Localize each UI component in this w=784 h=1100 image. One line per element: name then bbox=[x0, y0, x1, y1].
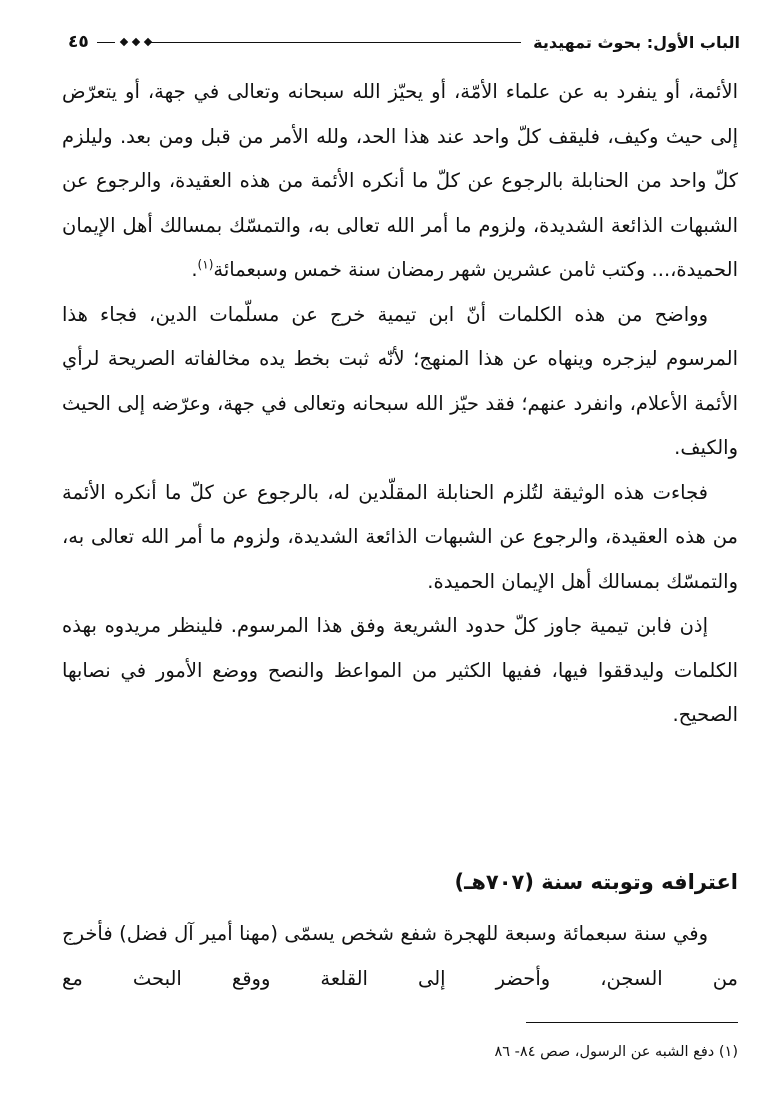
paragraph-text: الأئمة، أو ينفرد به عن علماء الأمّة، أو يحيّز الله سبحانه وتعالى في جهة، أو يتعرّض إلى حيث وكيف، فليقف كلّ واحد عند هذا الحد، ولله الأمر من قبل ومن بعد. وليلزم كلّ واحد من الحنابلة بالرجوع عن كلّ ما أنكره الأئمة من هذه العقيدة، والرجوع عن الشبهات الذائعة الشديدة، ولزوم ما أمر الله تعالى به، والتمسّك بمسالك أهل الإيمان الحميدة،... وكتب ثامن عشرين شهر رمضان سنة خمس وسبعمائة bbox=[62, 80, 738, 281]
footnote: (١) دفع الشبه عن الرسول، صص ٨٤- ٨٦ bbox=[494, 1044, 738, 1060]
running-header bbox=[68, 28, 740, 56]
section-text bbox=[62, 912, 738, 1001]
main-text bbox=[62, 70, 738, 738]
chapter-title: الباب الأول: بحوث تمهيدية bbox=[533, 32, 740, 52]
diamond-icon bbox=[144, 38, 152, 46]
header-dash bbox=[97, 42, 115, 43]
header-line bbox=[151, 42, 521, 43]
section-heading: اعترافه وتوبته سنة (٧٠٧هـ) bbox=[454, 870, 738, 894]
paragraph: وواضح من هذه الكلمات أنّ ابن تيمية خرج عن مسلّمات الدين، فجاء هذا المرسوم ليزجره وينهاه عن هذا المنهج؛ لأنّه ثبت بخط يده مخالفاته الصريحة لرأي الأئمة الأعلام، وانفرد عنهم؛ فقد حيّز الله سبحانه وتعالى في جهة، وعرّضه إلى الحيث والكيف. bbox=[62, 302, 738, 459]
diamond-ornament bbox=[121, 39, 151, 45]
paragraph: فجاءت هذه الوثيقة لتُلزم الحنابلة المقلّدين له، بالرجوع عن كلّ ما أنكره الأئمة من هذه العقيدة، والرجوع عن الشبهات الذائعة الشديدة، ولزوم ما أمر الله تعالى به، والتمسّك بمسالك أهل الإيمان الحميدة. bbox=[62, 480, 738, 593]
diamond-icon bbox=[132, 38, 140, 46]
paragraph: إذن فابن تيمية جاوز كلّ حدود الشريعة وفق هذا المرسوم. فلينظر مريدوه بهذه الكلمات وليدققوا فيها، ففيها الكثير من المواعظ والنصح ووضع الأمور في نصابها الصحيح. bbox=[62, 614, 738, 726]
header-rule bbox=[97, 39, 521, 45]
footnote-reference[interactable]: (١) bbox=[197, 257, 214, 272]
paragraph: وفي سنة سبعمائة وسبعة للهجرة شفع شخص يسمّى (مهنا أمير آل فضل) فأخرج من السجن، وأحضر إلى القلعة ووقع البحث مع bbox=[62, 922, 738, 990]
footnote-divider bbox=[526, 1022, 738, 1023]
diamond-icon bbox=[120, 38, 128, 46]
paragraph-closing: . bbox=[191, 258, 198, 281]
paragraph bbox=[62, 70, 738, 293]
page-number: ٤٥ bbox=[68, 32, 89, 52]
